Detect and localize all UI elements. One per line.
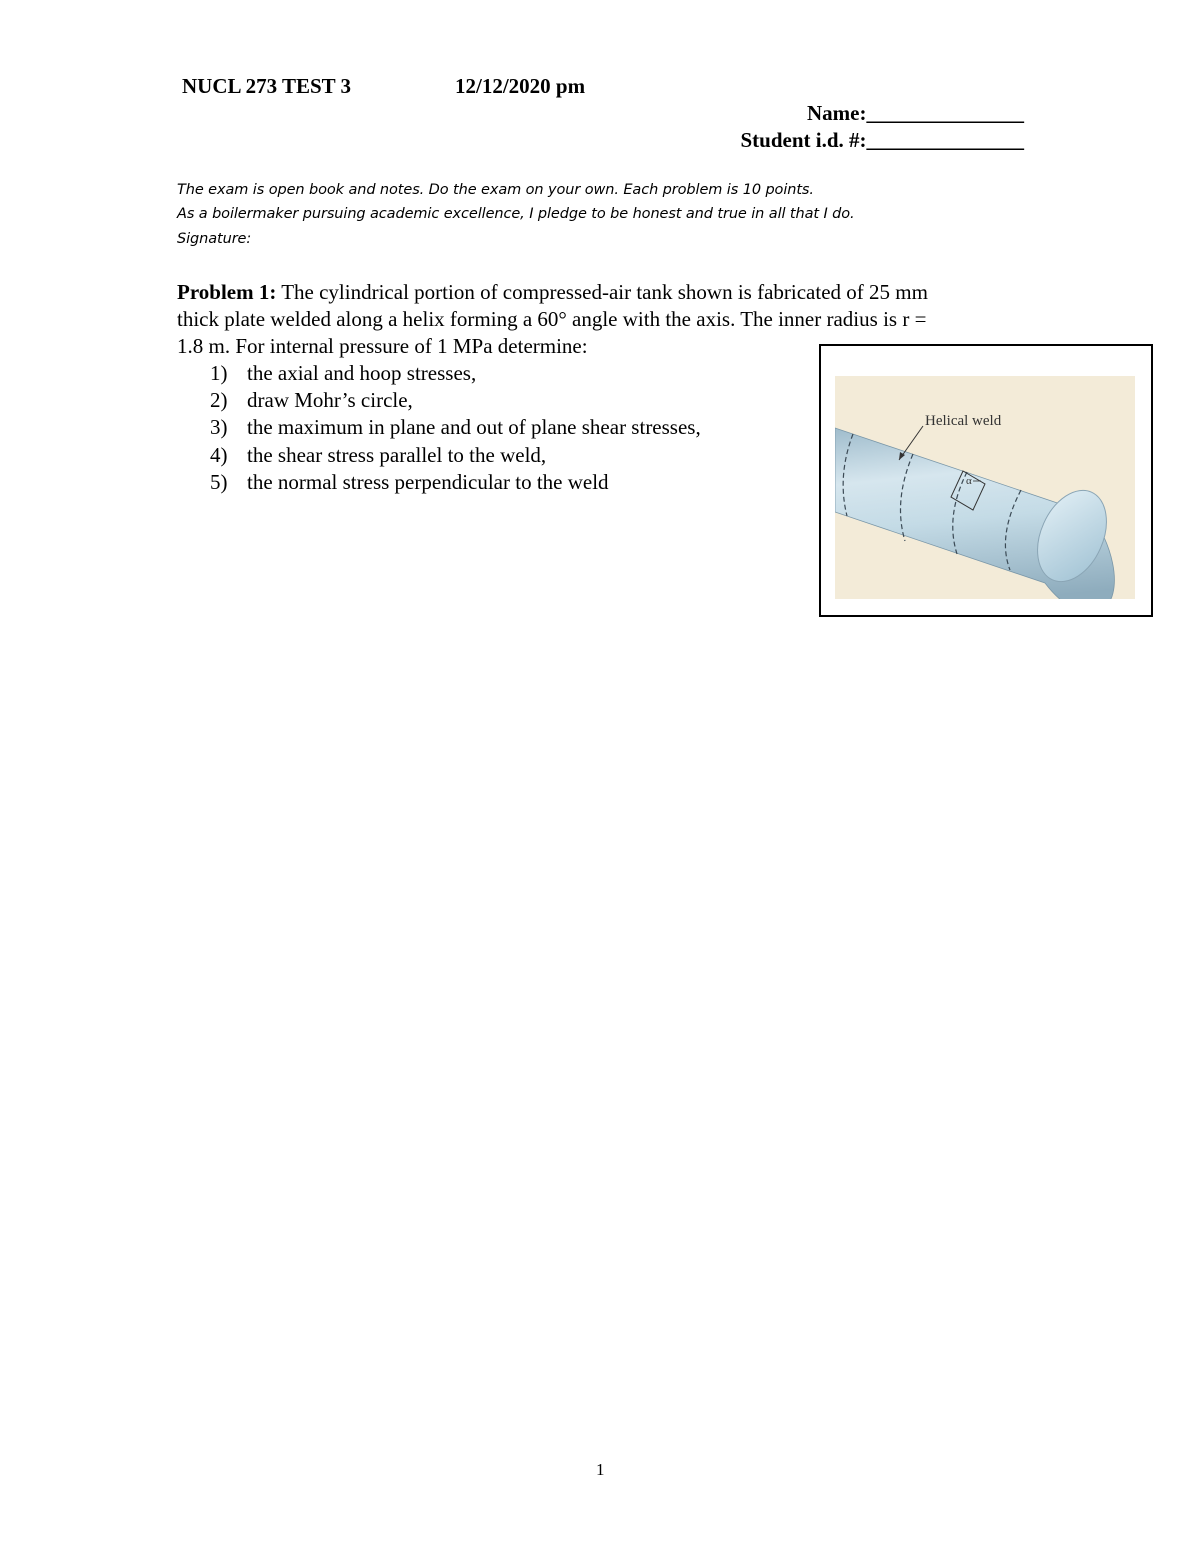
helical-weld-label: Helical weld: [925, 413, 1002, 429]
problem-statement-line-3: 1.8 m. For internal pressure of 1 MPa determine:: [177, 334, 588, 358]
list-item: [210, 360, 701, 387]
problem-statement-line-2: thick plate welded along a helix forming a 60° angle with the axis. The inner radius is r =: [177, 307, 927, 331]
list-item-number: 4): [210, 442, 228, 467]
list-item-text: the maximum in plane and out of plane shear stresses,: [247, 415, 701, 440]
problem-1-label: Problem 1:: [177, 280, 277, 304]
list-item-number: 1): [210, 361, 228, 385]
weld-angle-symbol: α: [966, 475, 972, 487]
tank-figure: [835, 376, 1135, 599]
course-title: NUCL 273 TEST 3: [182, 74, 352, 98]
list-item-text: the axial and hoop stresses,: [247, 361, 477, 385]
list-item-number: 2): [210, 388, 228, 413]
name-field-line: Name:_______________: [807, 101, 1024, 125]
list-item: [210, 414, 701, 441]
student-id-field-line: Student i.d. #:_______________: [740, 128, 1024, 152]
list-item-text: the shear stress parallel to the weld,: [247, 442, 547, 467]
signature-label: Signature:: [177, 231, 252, 247]
list-item: [210, 387, 701, 414]
page-number: 1: [596, 1460, 605, 1479]
list-item-number: 3): [210, 415, 228, 440]
problem-statement-text-1: The cylindrical portion of compressed-air tank shown is fabricated of 25 mm: [276, 280, 928, 304]
figure-frame: [819, 344, 1153, 617]
list-item-number: 5): [210, 469, 228, 494]
list-item-text: the normal stress perpendicular to the weld: [247, 469, 609, 494]
exam-date: 12/12/2020 pm: [455, 74, 586, 98]
list-item: [210, 469, 701, 496]
list-item-text: draw Mohr’s circle,: [247, 388, 413, 413]
problem-statement-line-1: [177, 279, 1027, 306]
list-item: [210, 442, 701, 469]
honor-pledge: As a boilermaker pursuing academic excellence, I pledge to be honest and true in all that I do.: [177, 206, 855, 222]
problem-1-tasks: [210, 360, 701, 496]
exam-rules-note: The exam is open book and notes. Do the exam on your own. Each problem is 10 points.: [177, 182, 814, 198]
